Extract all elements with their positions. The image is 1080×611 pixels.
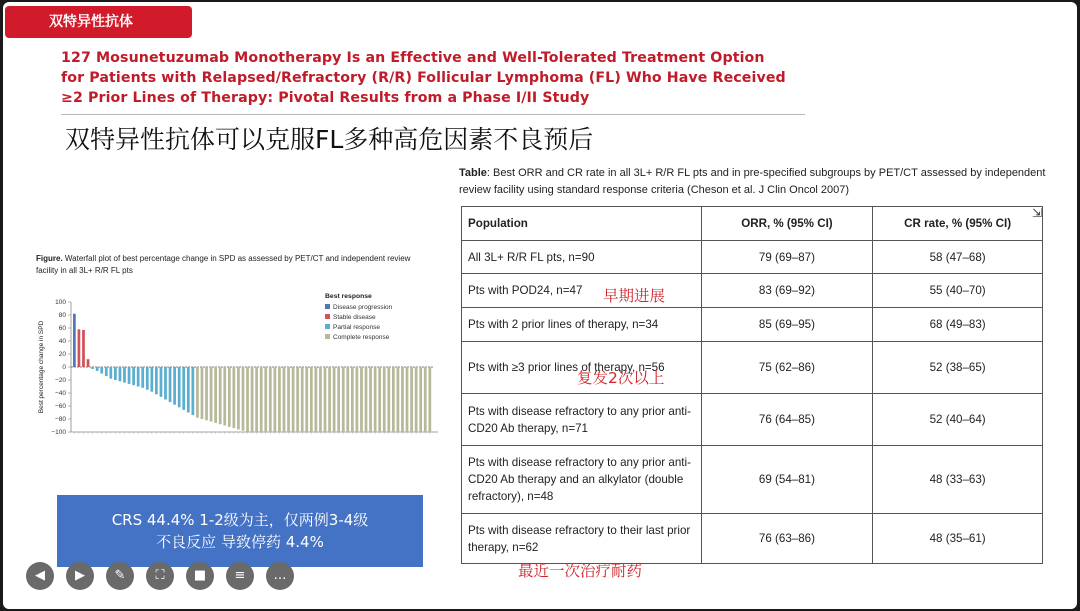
waterfall-bar: [333, 367, 336, 432]
waterfall-bar: [346, 367, 349, 432]
y-axis-label: Best percentage change in SPD: [38, 320, 45, 414]
waterfall-bar: [356, 367, 359, 432]
y-tick-label: −20: [54, 377, 66, 385]
section-tag: 双特异性抗体: [5, 6, 192, 38]
waterfall-bar: [292, 367, 295, 432]
orr-cell: 69 (54–81): [701, 446, 873, 514]
table-row: [462, 446, 1043, 514]
waterfall-chart: [33, 284, 443, 444]
legend-swatch: [325, 314, 330, 319]
y-tick-label: −40: [54, 390, 66, 398]
population-cell: Pts with disease refractory to any prior anti-CD20 Ab therapy and an alkylator (double refractory), n=48: [462, 446, 702, 514]
figure-caption-text: Waterfall plot of best percentage change in SPD as assessed by PET/CT and independent review facility in all 3L+ R/R FL pts: [36, 254, 411, 275]
y-tick-label: 100: [55, 299, 66, 307]
waterfall-bar: [100, 367, 103, 374]
waterfall-bar: [283, 367, 286, 432]
waterfall-bar: [242, 367, 245, 431]
cr-cell: 52 (38–65): [873, 342, 1043, 394]
waterfall-bar: [191, 367, 194, 415]
y-tick-label: −80: [54, 416, 66, 424]
table-row: [462, 514, 1043, 564]
table-caption-text: : Best ORR and CR rate in all 3L+ R/R FL pts and in pre-specified subgroups by PET/CT assessed by independent review facility using standard response criteria (Cheson et al. J Clin Oncol 2007): [459, 167, 1046, 196]
waterfall-bar: [160, 367, 163, 397]
prev-icon[interactable]: ◀: [26, 562, 54, 590]
waterfall-bar: [91, 367, 94, 369]
waterfall-bar: [187, 367, 190, 413]
waterfall-bar: [424, 367, 427, 432]
more-icon[interactable]: …: [266, 562, 294, 590]
player-toolbar: [26, 562, 294, 590]
waterfall-bar: [146, 367, 149, 390]
population-cell: Pts with POD24, n=47: [462, 274, 702, 308]
waterfall-bar: [301, 367, 304, 432]
waterfall-bar: [132, 367, 135, 385]
header-cr: CR rate, % (95% CI): [873, 207, 1043, 241]
y-tick-label: 20: [58, 351, 66, 359]
table-caption: [459, 165, 1059, 199]
waterfall-bar: [383, 367, 386, 432]
waterfall-bar: [360, 367, 363, 432]
annotation-prior3: 复发2次以上: [577, 369, 665, 387]
pen-icon[interactable]: ✎: [106, 562, 134, 590]
waterfall-bar: [310, 367, 313, 432]
waterfall-bar: [274, 367, 277, 432]
waterfall-bar: [114, 367, 117, 380]
waterfall-bar: [196, 367, 199, 418]
waterfall-bar: [419, 367, 422, 432]
waterfall-bar: [105, 367, 108, 376]
waterfall-bar: [232, 367, 235, 428]
annotation-last-refractory: 最近一次治疗耐药: [518, 562, 643, 580]
waterfall-bar: [374, 367, 377, 432]
waterfall-bar: [406, 367, 409, 432]
population-cell: Pts with disease refractory to any prior anti-CD20 Ab therapy, n=71: [462, 394, 702, 446]
orr-cell: 79 (69–87): [701, 241, 873, 274]
study-title: [61, 48, 821, 108]
waterfall-bar: [237, 367, 240, 429]
study-title-line: 127 Mosunetuzumab Monotherapy Is an Effective and Well-Tolerated Treatment Option: [61, 50, 765, 66]
figure-caption: [36, 253, 431, 277]
waterfall-bar: [223, 367, 226, 426]
orr-cell: 83 (69–92): [701, 274, 873, 308]
waterfall-bar: [255, 367, 258, 432]
waterfall-bar: [278, 367, 281, 432]
orr-cell: 76 (63–86): [701, 514, 873, 564]
cr-cell: 68 (49–83): [873, 308, 1043, 342]
waterfall-bar: [328, 367, 331, 432]
cr-cell: 55 (40–70): [873, 274, 1043, 308]
waterfall-bar: [137, 367, 140, 387]
y-tick-label: 80: [58, 312, 66, 320]
waterfall-bar: [428, 367, 431, 432]
waterfall-bar: [73, 314, 76, 367]
waterfall-bar: [173, 367, 176, 405]
legend-label: Partial response: [333, 324, 380, 331]
slide-headline: 双特异性抗体可以克服FL多种高危因素不良预后: [65, 125, 594, 154]
legend-title: Best response: [325, 293, 372, 300]
waterfall-bar: [337, 367, 340, 432]
waterfall-bar: [251, 367, 254, 432]
cr-cell: 58 (47–68): [873, 241, 1043, 274]
table-body: [462, 241, 1043, 564]
table-row: [462, 308, 1043, 342]
table-header-row: [462, 207, 1043, 241]
y-tick-label: −100: [51, 429, 66, 437]
waterfall-bar: [315, 367, 318, 432]
crs-line-1: CRS 44.4% 1-2级为主，仅两例3-4级: [111, 511, 369, 529]
legend-label: Disease progression: [333, 304, 393, 311]
waterfall-bar: [260, 367, 263, 432]
population-cell: Pts with ≥3 prior lines of therapy, n=56: [462, 342, 702, 394]
waterfall-bar: [182, 367, 185, 410]
title-divider: [61, 114, 805, 115]
waterfall-bar: [178, 367, 181, 407]
cr-cell: 48 (35–61): [873, 514, 1043, 564]
legend-swatch: [325, 304, 330, 309]
results-table: [461, 206, 1043, 564]
y-tick-label: −60: [54, 403, 66, 411]
waterfall-bar: [123, 367, 126, 383]
video-icon[interactable]: ■: [186, 562, 214, 590]
waterfall-bar: [392, 367, 395, 432]
crs-summary-box: [57, 495, 423, 567]
waterfall-bar: [219, 367, 222, 424]
waterfall-bar: [164, 367, 167, 400]
waterfall-bar: [378, 367, 381, 432]
waterfall-bar: [365, 367, 368, 432]
waterfall-bar: [415, 367, 418, 432]
study-title-line: for Patients with Relapsed/Refractory (R/R) Follicular Lymphoma (FL) Who Have Received: [61, 70, 786, 86]
y-tick-label: 0: [62, 364, 66, 372]
table-caption-label: Table: [459, 167, 487, 179]
waterfall-bar: [87, 359, 90, 367]
waterfall-bar: [319, 367, 322, 432]
zoom-icon[interactable]: ⛶: [146, 562, 174, 590]
legend-label: Complete response: [333, 334, 390, 341]
waterfall-bar: [201, 367, 204, 419]
waterfall-bar: [96, 367, 99, 371]
waterfall-bar: [109, 367, 112, 379]
waterfall-bar: [205, 367, 208, 420]
waterfall-bar: [82, 330, 85, 367]
waterfall-bar: [296, 367, 299, 432]
waterfall-bar: [397, 367, 400, 432]
table-row: [462, 342, 1043, 394]
waterfall-bar: [387, 367, 390, 432]
waterfall-bar: [210, 367, 213, 422]
waterfall-bar: [78, 329, 81, 367]
waterfall-bar: [287, 367, 290, 432]
orr-cell: 75 (62–86): [701, 342, 873, 394]
waterfall-bar: [401, 367, 404, 432]
cr-cell: 48 (33–63): [873, 446, 1043, 514]
table-row: [462, 274, 1043, 308]
legend-swatch: [325, 324, 330, 329]
cursor-icon: ⇲: [1032, 206, 1043, 220]
waterfall-bar: [228, 367, 231, 427]
population-cell: Pts with 2 prior lines of therapy, n=34: [462, 308, 702, 342]
table-row: [462, 241, 1043, 274]
waterfall-bar: [351, 367, 354, 432]
waterfall-bar: [269, 367, 272, 432]
orr-cell: 76 (64–85): [701, 394, 873, 446]
figure-caption-label: Figure.: [36, 254, 63, 263]
waterfall-bar: [410, 367, 413, 432]
crs-line-2: 不良反应 导致停药 4.4%: [156, 533, 324, 551]
waterfall-bar: [305, 367, 308, 432]
population-cell: Pts with disease refractory to their last prior therapy, n=62: [462, 514, 702, 564]
next-icon[interactable]: ▶: [66, 562, 94, 590]
waterfall-bar: [169, 367, 172, 402]
waterfall-bar: [369, 367, 372, 432]
y-tick-label: 60: [58, 325, 66, 333]
waterfall-bar: [155, 367, 158, 394]
table-row: [462, 394, 1043, 446]
waterfall-bar: [214, 367, 217, 423]
legend-label: Stable disease: [333, 314, 376, 321]
population-cell: All 3L+ R/R FL pts, n=90: [462, 241, 702, 274]
subtitle-icon[interactable]: ≡: [226, 562, 254, 590]
waterfall-bar: [141, 367, 144, 388]
waterfall-bar: [264, 367, 267, 432]
cr-cell: 52 (40–64): [873, 394, 1043, 446]
annotation-pod24: 早期进展: [603, 287, 666, 305]
waterfall-bar: [342, 367, 345, 432]
waterfall-bar: [324, 367, 327, 432]
legend-swatch: [325, 334, 330, 339]
header-population: Population: [462, 207, 702, 241]
orr-cell: 85 (69–95): [701, 308, 873, 342]
y-tick-label: 40: [58, 338, 66, 346]
waterfall-bar: [119, 367, 122, 381]
waterfall-bar: [128, 367, 131, 384]
waterfall-bar: [150, 367, 153, 392]
waterfall-bar: [246, 367, 249, 432]
header-orr: ORR, % (95% CI): [701, 207, 873, 241]
study-title-line: ≥2 Prior Lines of Therapy: Pivotal Results from a Phase I/II Study: [61, 90, 590, 106]
slide: [3, 2, 1077, 609]
